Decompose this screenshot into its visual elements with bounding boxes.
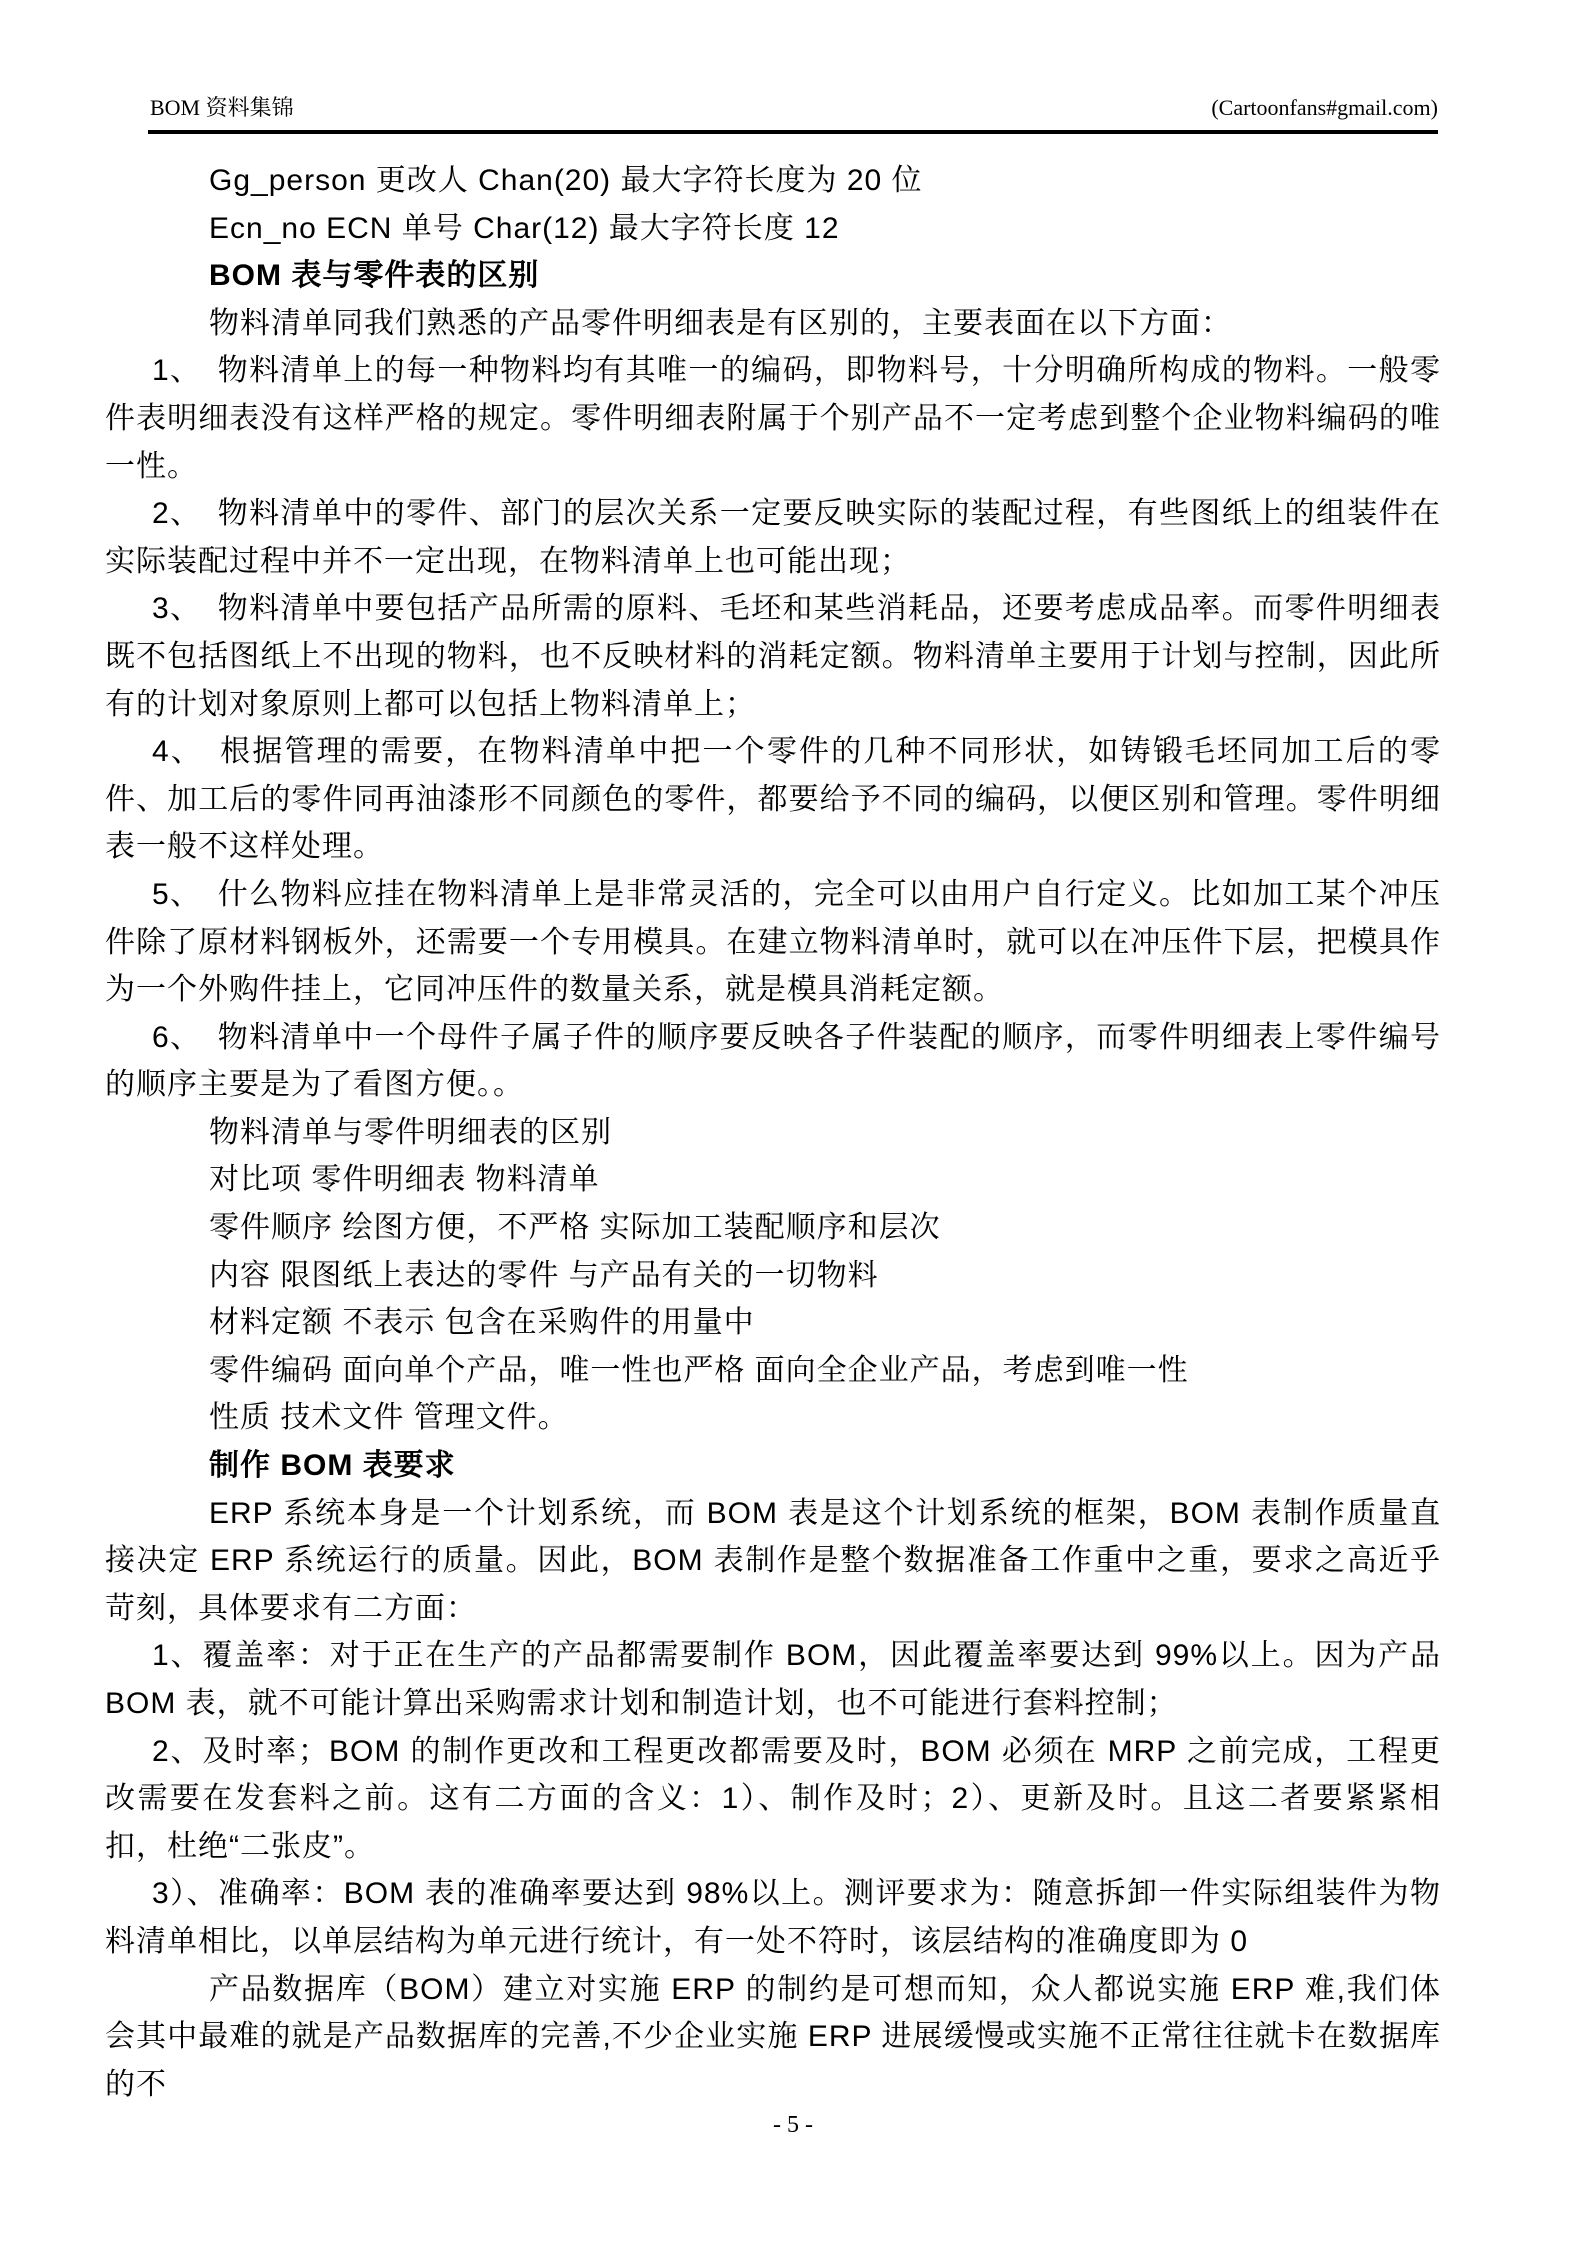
- paragraph: 物料清单同我们熟悉的产品零件明细表是有区别的，主要表面在以下方面：: [209, 306, 1232, 340]
- paragraph: 1、 物料清单上的每一种物料均有其唯一的编码，即物料号，十分明确所构成的物料。一般零件表明细表没有这样严格的规定。零件明细表附属于个别产品不一定考虑到整个企业物料编码的唯一性。: [105, 354, 1441, 483]
- paragraph: 2、 物料清单中的零件、部门的层次关系一定要反映实际的装配过程，有些图纸上的组装件在实际装配过程中并不一定出现，在物料清单上也可能出现；: [105, 497, 1441, 578]
- page-number: - 5 -: [773, 2112, 813, 2138]
- paragraph: 零件编码 面向单个产品，唯一性也严格 面向全企业产品，考虑到唯一性: [209, 1353, 1189, 1387]
- paragraph: 性质 技术文件 管理文件。: [209, 1401, 569, 1435]
- paragraph: 4、 根据管理的需要，在物料清单中把一个零件的几种不同形状，如铸锻毛坯同加工后的零件、加工后的零件同再油漆形不同颜色的零件，都要给予不同的编码，以便区别和管理。零件明细表一般不这样处理。: [105, 735, 1441, 864]
- paragraph: ERP 系统本身是一个计划系统，而 BOM 表是这个计划系统的框架，BOM 表制作质量直接决定 ERP 系统运行的质量。因此，BOM 表制作是整个数据准备工作重中之重，要求之高近乎苛刻，具体要求有二方面：: [105, 1496, 1441, 1625]
- paragraph: 材料定额 不表示 包含在采购件的用量中: [209, 1306, 755, 1340]
- paragraph: 零件顺序 绘图方便，不严格 实际加工装配顺序和层次: [209, 1211, 941, 1245]
- paragraph: 对比项 零件明细表 物料清单: [209, 1163, 600, 1197]
- section-heading: 制作 BOM 表要求: [209, 1449, 456, 1483]
- paragraph: Ecn_no ECN 单号 Char(12) 最大字符长度 12: [209, 211, 840, 245]
- paragraph: 1、覆盖率：对于正在生产的产品都需要制作 BOM，因此覆盖率要达到 99%以上。因为产品 BOM 表，就不可能计算出采购需求计划和制造计划，也不可能进行套料控制；: [105, 1639, 1441, 1720]
- paragraph: 5、 什么物料应挂在物料清单上是非常灵活的，完全可以由用户自行定义。比如加工某个冲压件除了原材料钢板外，还需要一个专用模具。在建立物料清单时，就可以在冲压件下层，把模具作为一个外购件挂上，它同冲压件的数量关系，就是模具消耗定额。: [105, 877, 1441, 1007]
- paragraph: 2、及时率；BOM 的制作更改和工程更改都需要及时，BOM 必须在 MRP 之前完成，工程更改需要在发套料之前。这有二方面的含义：1）、制作及时；2）、更新及时。且这二者要紧紧相扣，杜绝“二张皮”。: [105, 1734, 1441, 1863]
- paragraph: 3）、准确率：BOM 表的准确率要达到 98%以上。测评要求为：随意拆卸一件实际组装件为物料清单相比，以单层结构为单元进行统计，有一处不符时，该层结构的准确度即为 0: [105, 1877, 1441, 1958]
- paragraph: 内容 限图纸上表达的零件 与产品有关的一切物料: [209, 1258, 879, 1292]
- paragraph: 6、 物料清单中一个母件子属子件的顺序要反映各子件装配的顺序，而零件明细表上零件编号的顺序主要是为了看图方便。。: [105, 1020, 1441, 1102]
- paragraph: Gg_person 更改人 Chan(20) 最大字符长度为 20 位: [209, 164, 923, 197]
- paragraph: 产品数据库（BOM）建立对实施 ERP 的制约是可想而知，众人都说实施 ERP 难,我们体会其中最难的就是产品数据库的完善,不少企业实施 ERP 进展缓慢或实施不正常往往就卡在数据库的不: [105, 1972, 1441, 2101]
- header-email: (Cartoonfans#gmail.com): [1211, 95, 1438, 120]
- paragraph: 3、 物料清单中要包括产品所需的原料、毛坯和某些消耗品，还要考虑成品率。而零件明细表既不包括图纸上不出现的物料，也不反映材料的消耗定额。物料清单主要用于计划与控制，因此所有的计划对象原则上都可以包括上物料清单上；: [105, 592, 1441, 721]
- page-header: [150, 94, 1438, 122]
- header-rule: [148, 130, 1438, 134]
- section-heading: BOM 表与零件表的区别: [209, 259, 540, 293]
- page-footer: [0, 2112, 1586, 2139]
- paragraph: 物料清单与零件明细表的区别: [209, 1115, 612, 1149]
- document-body: [105, 157, 1441, 2108]
- header-title: BOM 资料集锦: [150, 95, 294, 120]
